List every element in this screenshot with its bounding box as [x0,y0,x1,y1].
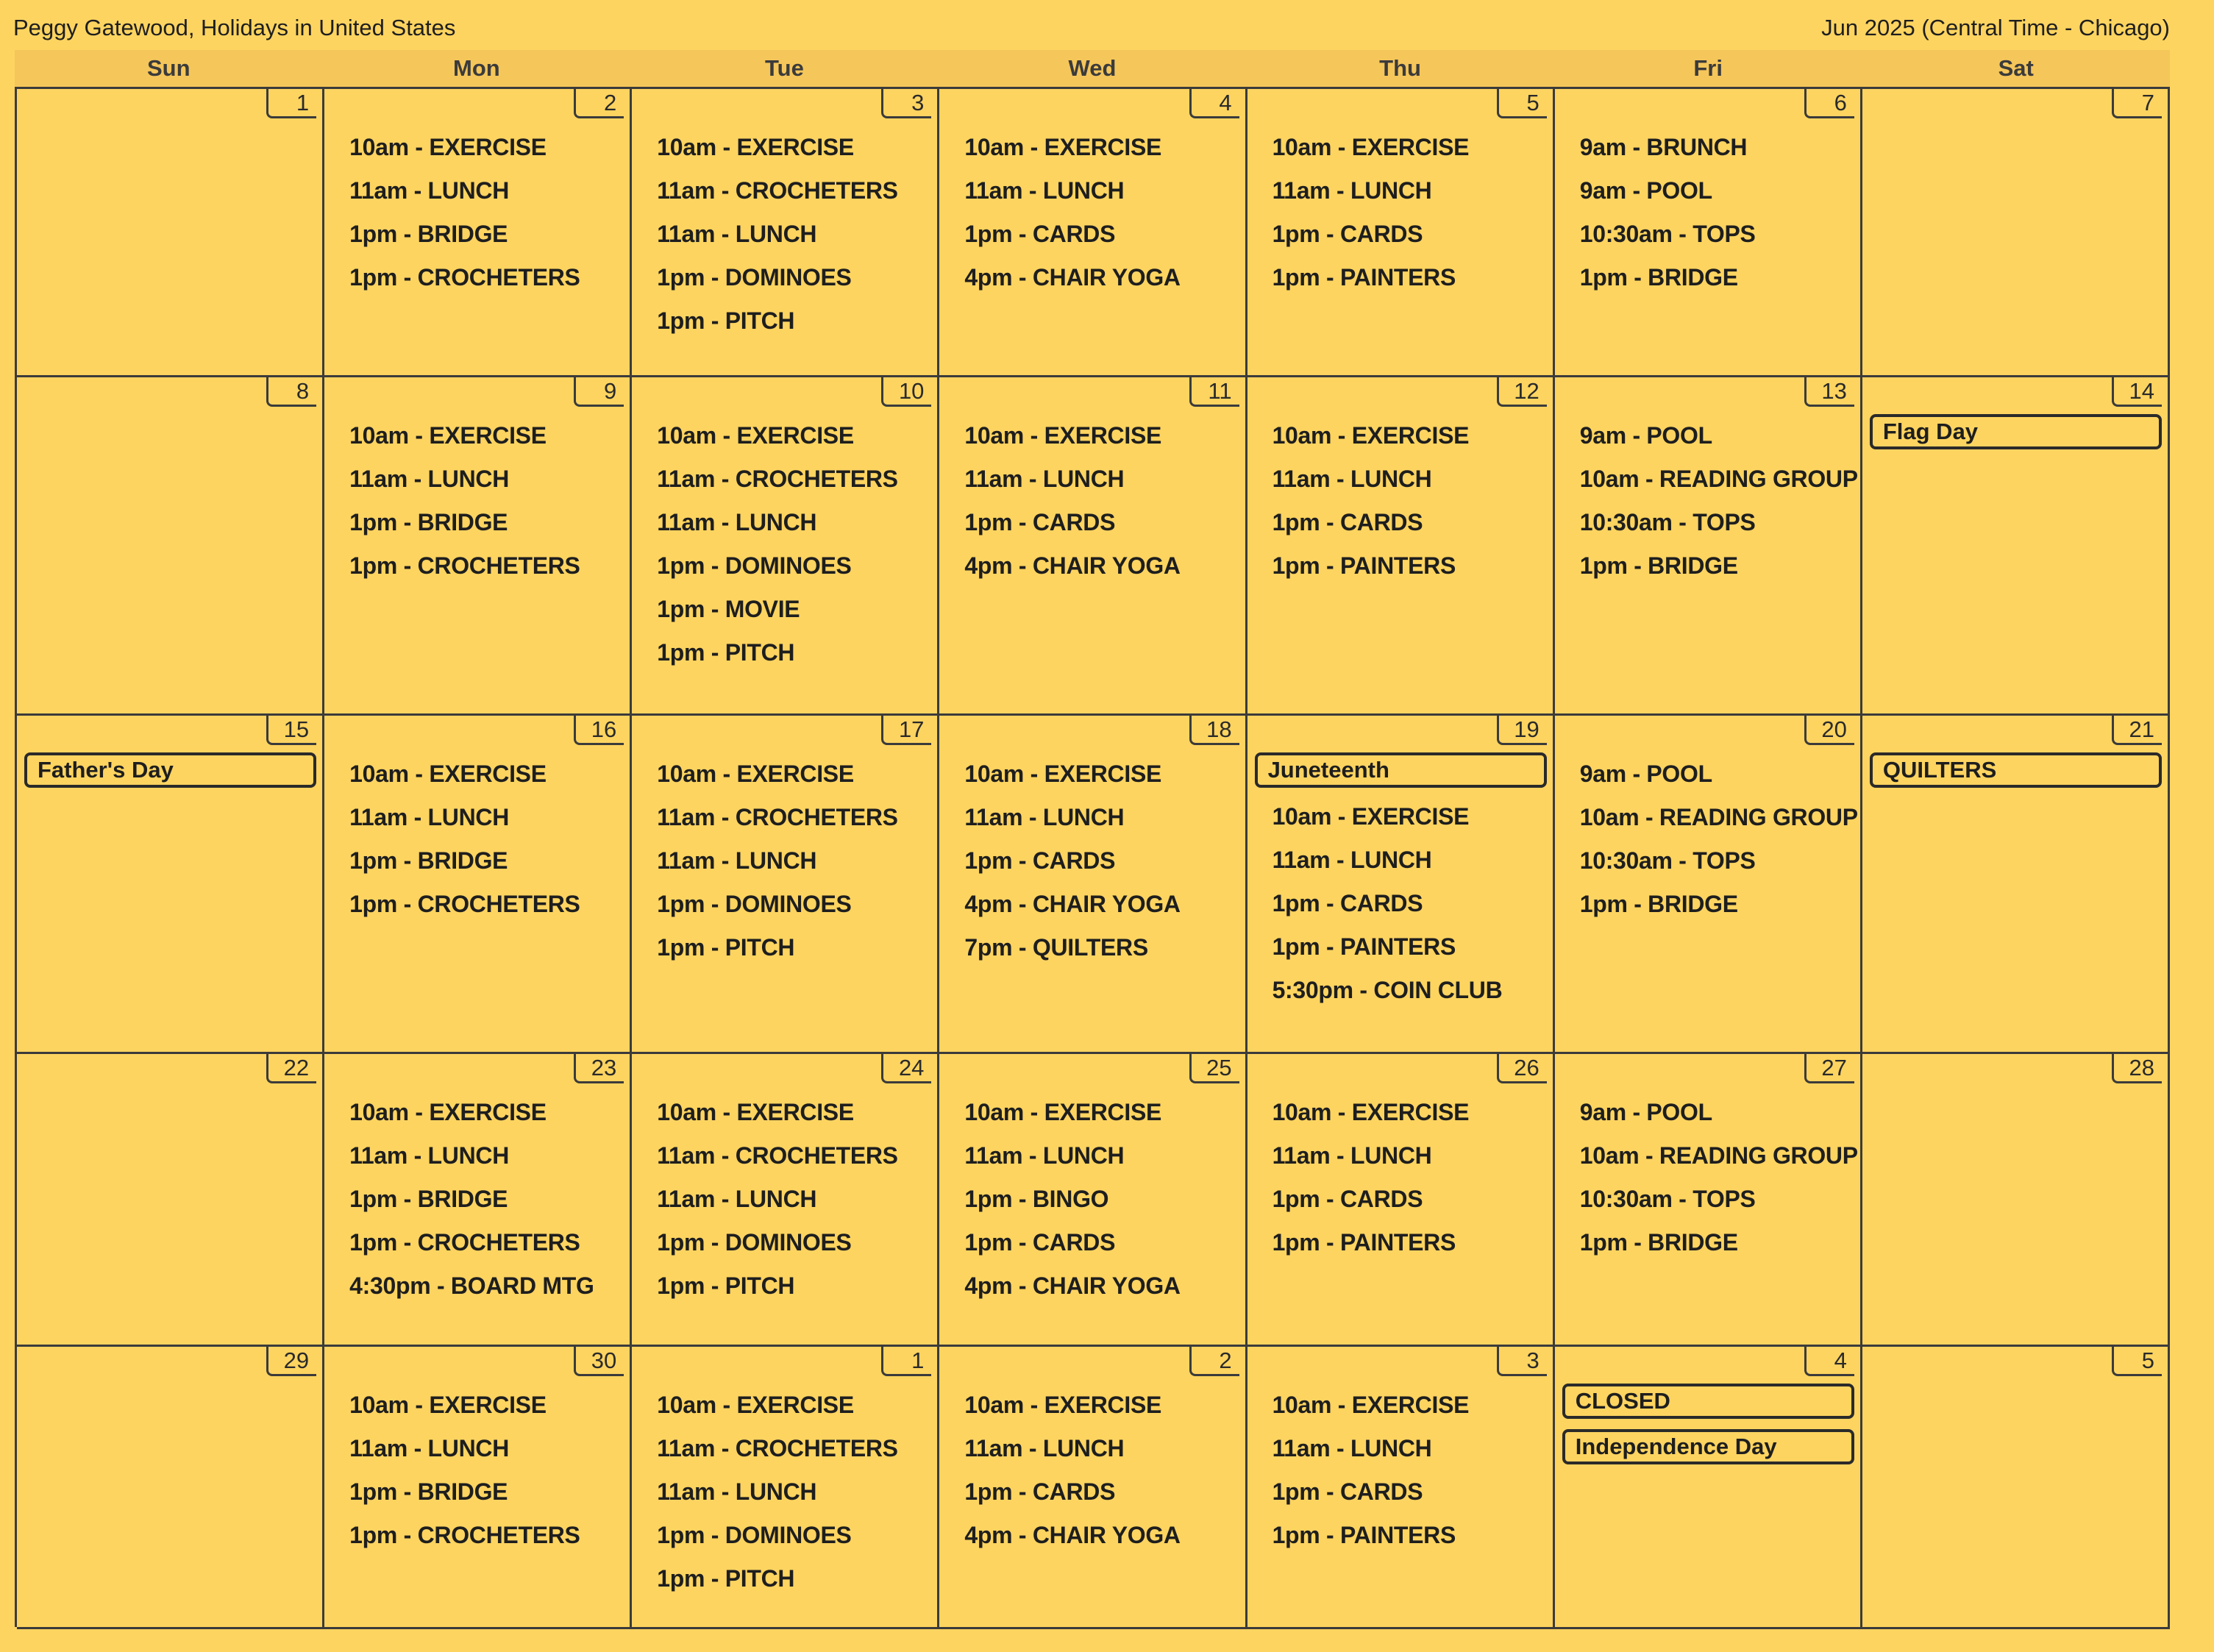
day-number: 24 [881,1054,931,1083]
event-item[interactable]: 11am - LUNCH [1272,1435,1432,1461]
event-item[interactable]: 11am - LUNCH [349,466,510,492]
event-item[interactable]: 4pm - CHAIR YOGA [964,1272,1181,1299]
weekday-header-thu: Thu [1379,55,1421,81]
day-number: 9 [574,377,624,407]
day-number: 26 [1497,1054,1547,1083]
day-number: 10 [881,377,931,407]
event-item[interactable]: 4pm - CHAIR YOGA [964,552,1181,579]
event-item[interactable]: 1pm - BRIDGE [1579,1229,1738,1256]
day-cell[interactable] [17,1054,324,1347]
event-list [632,414,937,674]
event-list [1247,752,1553,1012]
event-item[interactable]: 11am - LUNCH [657,221,817,247]
event-item[interactable]: 10am - EXERCISE [1272,422,1470,449]
day-cell[interactable] [939,377,1247,716]
day-cell[interactable] [939,1347,1247,1629]
event-item[interactable]: 10am - EXERCISE [657,1099,854,1125]
event-item[interactable]: 1pm - BRIDGE [349,1186,508,1212]
event-item[interactable]: 11am - LUNCH [349,1142,510,1169]
event-item[interactable]: 11am - LUNCH [1272,847,1432,873]
day-number: 19 [1497,716,1547,745]
event-item[interactable]: 10am - EXERCISE [349,761,547,787]
event-item[interactable]: 1pm - PAINTERS [1272,264,1456,291]
day-number: 7 [2112,89,2162,118]
event-item[interactable]: 1pm - BRIDGE [349,509,508,535]
day-number: 20 [1804,716,1854,745]
event-list [1555,1091,1860,1264]
weekday-header-tue: Tue [765,55,804,81]
day-cell[interactable] [1247,716,1555,1054]
event-list [1555,1384,1860,1475]
day-cell[interactable] [1862,89,2170,377]
event-item[interactable]: 10am - EXERCISE [1272,803,1470,830]
event-item[interactable]: 11am - LUNCH [964,1435,1125,1461]
event-item[interactable]: 1pm - CARDS [1272,221,1423,247]
day-number: 8 [266,377,316,407]
event-item[interactable]: 9am - POOL [1579,177,1712,204]
day-number: 1 [266,89,316,118]
day-cell[interactable] [1555,89,1862,377]
event-list [324,752,630,926]
event-item[interactable]: 10am - EXERCISE [964,761,1162,787]
event-item[interactable]: 1pm - PITCH [657,307,795,334]
event-item[interactable]: 1pm - DOMINOES [657,264,852,291]
event-list [1247,414,1553,588]
weekday-header-mon: Mon [453,55,500,81]
day-cell[interactable] [1862,377,2170,716]
event-item[interactable]: 1pm - DOMINOES [657,1229,852,1256]
event-item[interactable]: 11am - LUNCH [349,177,510,204]
day-number: 18 [1189,716,1239,745]
event-item[interactable]: 1pm - PAINTERS [1272,933,1456,960]
day-cell[interactable] [632,1054,939,1347]
event-item[interactable]: 1pm - BINGO [964,1186,1109,1212]
event-list [324,126,630,299]
event-item[interactable]: 11am - LUNCH [657,1478,817,1505]
day-cell[interactable] [324,89,632,377]
event-item[interactable]: 1pm - CARDS [1272,1478,1423,1505]
event-item[interactable]: 10am - EXERCISE [657,134,854,160]
event-item[interactable]: 1pm - CROCHETERS [349,1229,580,1256]
day-number: 6 [1804,89,1854,118]
event-item[interactable]: 11am - LUNCH [349,1435,510,1461]
event-item[interactable]: 10:30am - TOPS [1579,509,1756,535]
day-number: 3 [1497,1347,1547,1376]
event-item[interactable]: 4pm - CHAIR YOGA [964,891,1181,917]
event-item[interactable]: 1pm - BRIDGE [1579,552,1738,579]
event-item[interactable]: 10am - EXERCISE [964,1099,1162,1125]
event-list [632,1091,937,1308]
event-item[interactable]: 1pm - BRIDGE [349,221,508,247]
event-list [324,1091,630,1308]
event-item[interactable]: 10am - READING GROUP [1579,1142,1858,1169]
event-list [1555,752,1860,926]
day-cell[interactable] [17,1347,324,1629]
day-cell[interactable] [939,89,1247,377]
day-cell[interactable] [1862,1054,2170,1347]
event-item[interactable]: 10am - EXERCISE [657,761,854,787]
day-number: 25 [1189,1054,1239,1083]
event-item[interactable]: 10am - EXERCISE [1272,134,1470,160]
event-list [939,1384,1245,1557]
event-list [939,1091,1245,1308]
event-item[interactable]: 10:30am - TOPS [1579,1186,1756,1212]
all-day-event-badge[interactable]: CLOSED [1562,1384,1854,1419]
event-list [632,1384,937,1601]
event-item[interactable]: 1pm - PITCH [657,639,795,666]
day-cell[interactable] [1862,716,2170,1054]
day-cell[interactable] [1247,1054,1555,1347]
day-number: 14 [2112,377,2162,407]
day-cell[interactable] [324,1347,632,1629]
event-item[interactable]: 10:30am - TOPS [1579,847,1756,874]
day-number: 3 [881,89,931,118]
event-item[interactable]: 1pm - DOMINOES [657,552,852,579]
event-item[interactable]: 1pm - CARDS [1272,509,1423,535]
weekday-header-wed: Wed [1068,55,1117,81]
event-item[interactable]: 1pm - CARDS [964,1478,1116,1505]
event-item[interactable]: 1pm - BRIDGE [349,847,508,874]
all-day-event-badge[interactable]: Flag Day [1870,414,2162,449]
day-number: 15 [266,716,316,745]
day-cell[interactable] [17,377,324,716]
event-item[interactable]: 10am - EXERCISE [349,422,547,449]
day-number: 5 [2112,1347,2162,1376]
day-number: 17 [881,716,931,745]
event-list [1555,126,1860,299]
event-item[interactable]: 11am - CROCHETERS [657,466,898,492]
event-item[interactable]: 11am - LUNCH [964,804,1125,830]
event-item[interactable]: 1pm - PITCH [657,1272,795,1299]
event-item[interactable]: 10am - EXERCISE [349,1392,547,1418]
day-number: 28 [2112,1054,2162,1083]
event-item[interactable]: 10am - READING GROUP [1579,466,1858,492]
day-cell[interactable] [1247,1347,1555,1629]
event-item[interactable]: 1pm - CARDS [964,509,1116,535]
day-cell[interactable] [324,377,632,716]
day-cell[interactable] [632,1347,939,1629]
calendar-title: Peggy Gatewood, Holidays in United States [13,15,456,40]
month-grid [15,87,2170,1627]
day-cell[interactable] [1555,1347,1862,1629]
event-item[interactable]: 4:30pm - BOARD MTG [349,1272,594,1299]
event-item[interactable]: 1pm - PITCH [657,934,795,961]
day-cell[interactable] [1247,89,1555,377]
event-item[interactable]: 10am - EXERCISE [964,134,1162,160]
event-item[interactable]: 1pm - CARDS [1272,890,1423,916]
event-item[interactable]: 11am - LUNCH [657,1186,817,1212]
event-item[interactable]: 11am - LUNCH [1272,177,1432,204]
day-number: 30 [574,1347,624,1376]
day-cell[interactable] [632,377,939,716]
event-item[interactable]: 9am - POOL [1579,761,1712,787]
event-item[interactable]: 11am - LUNCH [1272,466,1432,492]
event-list [1247,126,1553,299]
calendar-period: Jun 2025 (Central Time - Chicago) [1821,15,2170,40]
event-list [632,752,937,969]
event-item[interactable]: 1pm - MOVIE [657,596,800,622]
all-day-event-badge[interactable]: QUILTERS [1870,752,2162,788]
all-day-event-badge[interactable]: Independence Day [1562,1429,1854,1464]
event-item[interactable]: 11am - LUNCH [657,847,817,874]
weekday-header-row [15,50,2170,87]
event-item[interactable]: 11am - CROCHETERS [657,177,898,204]
event-list [1247,1091,1553,1264]
event-item[interactable]: 10am - EXERCISE [964,1392,1162,1418]
weekday-header-fri: Fri [1693,55,1723,81]
day-cell[interactable] [939,1054,1247,1347]
event-item[interactable]: 1pm - CROCHETERS [349,1522,580,1548]
day-number: 2 [574,89,624,118]
day-cell[interactable] [1862,1347,2170,1629]
event-item[interactable]: 1pm - CARDS [964,221,1116,247]
day-number: 21 [2112,716,2162,745]
event-list [324,414,630,588]
event-item[interactable]: 5:30pm - COIN CLUB [1272,977,1503,1003]
event-item[interactable]: 11am - CROCHETERS [657,1142,898,1169]
day-cell[interactable] [17,89,324,377]
event-item[interactable]: 11am - LUNCH [964,177,1125,204]
day-cell[interactable] [1555,377,1862,716]
day-number: 27 [1804,1054,1854,1083]
event-item[interactable]: 10am - EXERCISE [1272,1392,1470,1418]
event-item[interactable]: 1pm - BRIDGE [1579,264,1738,291]
event-item[interactable]: 7pm - QUILTERS [964,934,1148,961]
event-item[interactable]: 9am - POOL [1579,422,1712,449]
event-item[interactable]: 10am - EXERCISE [349,134,547,160]
event-item[interactable]: 1pm - BRIDGE [1579,891,1738,917]
event-item[interactable]: 1pm - DOMINOES [657,1522,852,1548]
event-item[interactable]: 1pm - CROCHETERS [349,891,580,917]
event-item[interactable]: 1pm - CARDS [964,1229,1116,1256]
event-item[interactable]: 10am - EXERCISE [657,1392,854,1418]
event-item[interactable]: 10:30am - TOPS [1579,221,1756,247]
day-number: 5 [1497,89,1547,118]
day-number: 4 [1189,89,1239,118]
day-number: 12 [1497,377,1547,407]
event-item[interactable]: 1pm - CARDS [964,847,1116,874]
event-item[interactable]: 11am - CROCHETERS [657,804,898,830]
event-item[interactable]: 1pm - CROCHETERS [349,264,580,291]
event-item[interactable]: 1pm - BRIDGE [349,1478,508,1505]
day-number: 22 [266,1054,316,1083]
day-number: 29 [266,1347,316,1376]
event-list [1247,1384,1553,1557]
event-item[interactable]: 10am - EXERCISE [964,422,1162,449]
event-list [1862,414,2168,460]
day-number: 2 [1189,1347,1239,1376]
event-item[interactable]: 11am - CROCHETERS [657,1435,898,1461]
event-item[interactable]: 10am - EXERCISE [349,1099,547,1125]
event-item[interactable]: 4pm - CHAIR YOGA [964,264,1181,291]
event-item[interactable]: 1pm - PITCH [657,1565,795,1592]
event-list [1862,752,2168,798]
all-day-event-badge[interactable]: Father's Day [24,752,316,788]
day-cell[interactable] [17,716,324,1054]
day-cell[interactable] [1555,716,1862,1054]
event-item[interactable]: 11am - LUNCH [964,1142,1125,1169]
event-item[interactable]: 10am - READING GROUP [1579,804,1858,830]
event-item[interactable]: 1pm - PAINTERS [1272,1522,1456,1548]
event-item[interactable]: 1pm - CARDS [1272,1186,1423,1212]
event-item[interactable]: 4pm - CHAIR YOGA [964,1522,1181,1548]
event-item[interactable]: 10am - EXERCISE [1272,1099,1470,1125]
weekday-header-sat: Sat [1998,55,2034,81]
day-number: 1 [881,1347,931,1376]
day-cell[interactable] [324,1054,632,1347]
day-cell[interactable] [324,716,632,1054]
event-item[interactable]: 9am - POOL [1579,1099,1712,1125]
event-item[interactable]: 9am - BRUNCH [1579,134,1748,160]
day-cell[interactable] [939,716,1247,1054]
event-list [939,126,1245,299]
event-item[interactable]: 11am - LUNCH [964,466,1125,492]
event-item[interactable]: 11am - LUNCH [349,804,510,830]
event-item[interactable]: 1pm - CROCHETERS [349,552,580,579]
event-item[interactable]: 1pm - DOMINOES [657,891,852,917]
day-number: 16 [574,716,624,745]
event-item[interactable]: 10am - EXERCISE [657,422,854,449]
day-cell[interactable] [632,89,939,377]
event-item[interactable]: 11am - LUNCH [657,509,817,535]
weekday-header-sun: Sun [147,55,191,81]
day-cell[interactable] [1555,1054,1862,1347]
event-list [632,126,937,343]
day-number: 13 [1804,377,1854,407]
event-list [324,1384,630,1557]
event-list [939,414,1245,588]
day-cell[interactable] [632,716,939,1054]
day-number: 23 [574,1054,624,1083]
day-number: 11 [1189,377,1239,407]
all-day-event-badge[interactable]: Juneteenth [1255,752,1547,788]
event-list [17,752,322,798]
event-item[interactable]: 1pm - PAINTERS [1272,552,1456,579]
day-cell[interactable] [1247,377,1555,716]
event-list [939,752,1245,969]
event-item[interactable]: 1pm - PAINTERS [1272,1229,1456,1256]
day-number: 4 [1804,1347,1854,1376]
event-list [1555,414,1860,588]
event-item[interactable]: 11am - LUNCH [1272,1142,1432,1169]
